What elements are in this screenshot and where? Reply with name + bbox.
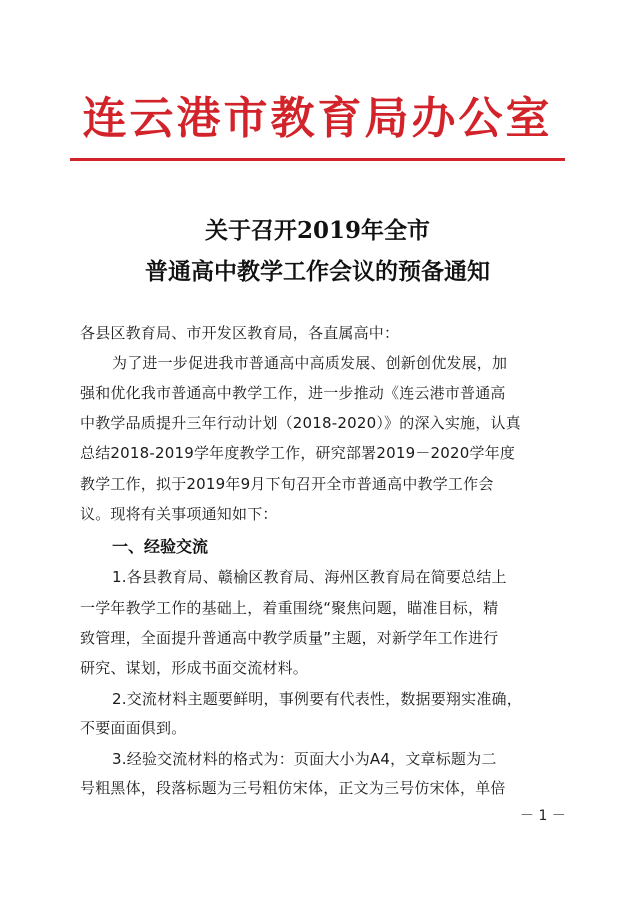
intro-line: 为了进一步促进我市普通高中高质发展、创新创优发展，加 (112, 354, 508, 372)
intro-line: 中教学品质提升三年行动计划（2018-2020）》的深入实施，认真 (80, 414, 521, 432)
intro-line: 议。现将有关事项通知如下： (80, 505, 278, 523)
item1-line: 研究、谋划，形成书面交流材料。 (80, 659, 309, 677)
salutation: 各县区教育局、市开发区教育局，各直属高中： (80, 324, 400, 342)
page-number: － 1 － (520, 808, 566, 824)
intro-line: 强和优化我市普通高中教学工作，进一步推动《连云港市普通高 (80, 384, 506, 402)
section-heading-experience-exchange: 一、经验交流 (112, 537, 209, 556)
item1-line: 1.各县教育局、赣榆区教育局、海州区教育局在简要总结上 (112, 568, 507, 586)
intro-line: 总结2018-2019学年度教学工作，研究部署2019－2020学年度 (80, 444, 516, 462)
notice-title-line-2: 普通高中教学工作会议的预备通知 (145, 258, 490, 285)
intro-line: 教学工作，拟于2019年9月下旬召开全市普通高中教学工作会 (80, 475, 494, 493)
notice-title-line-1: 关于召开2019年全市 (204, 217, 430, 244)
item1-line: 致管理，全面提升普通高中教学质量”主题，对新学年工作进行 (80, 629, 499, 647)
item1-line: 一学年教学工作的基础上，着重围绕“聚焦问题，瞄准目标，精 (80, 599, 499, 617)
letterhead-title: 连云港市教育局办公室 (82, 93, 553, 144)
item3-line: 号粗黑体，段落标题为三号粗仿宋体，正文为三号仿宋体，单倍 (80, 779, 506, 797)
letterhead-red-rule (70, 158, 565, 161)
item2-line: 2.交流材料主题要鲜明，事例要有代表性，数据要翔实准确， (112, 690, 522, 708)
item2-line: 不要面面俱到。 (80, 719, 187, 737)
item3-line: 3.经验交流材料的格式为：页面大小为A4，文章标题为二 (112, 750, 497, 768)
